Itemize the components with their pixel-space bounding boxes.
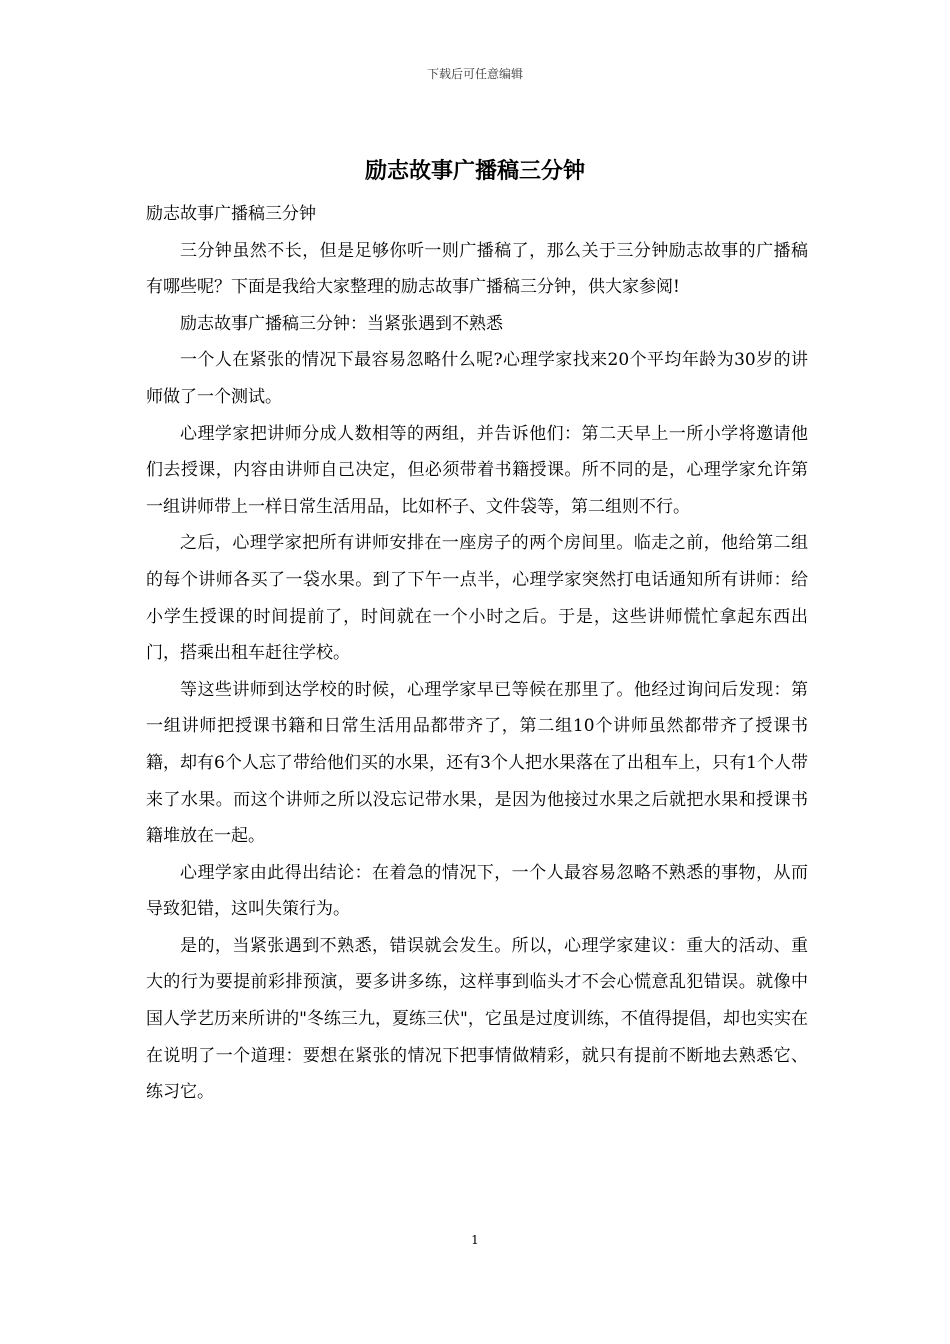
- paragraph: 一个人在紧张的情况下最容易忽略什么呢?心理学家找来20个平均年龄为30岁的讲师做了一个测试。: [146, 350, 808, 407]
- document-subtitle: 励志故事广播稿三分钟: [146, 204, 316, 224]
- paragraph-section-heading: 励志故事广播稿三分钟：当紧张遇到不熟悉: [180, 313, 503, 334]
- paragraph: 等这些讲师到达学校的时候，心理学家早已等候在那里了。他经过询问后发现：第一组讲师把授课书籍和日常生活用品都带齐了，第二组10个讲师虽然都带齐了授课书籍，却有6个人忘了带给他们买的水果，还有3个人把水果落在了出租车上，只有1个人带来了水果。而这个讲师之所以没忘记带水果，是因为他接过水果之后就把水果和授课书籍堆放在一起。: [146, 679, 808, 847]
- paragraph-intro: 三分钟虽然不长，但是足够你听一则广播稿了，那么关于三分钟励志故事的广播稿有哪些呢？下面是我给大家整理的励志故事广播稿三分钟，供大家参阅!: [146, 240, 808, 298]
- paragraph: 心理学家把讲师分成人数相等的两组，并告诉他们：第二天早上一所小学将邀请他们去授课，内容由讲师自己决定，但必须带着书籍授课。所不同的是，心理学家允许第一组讲师带上一样日常生活用品，比如杯子、文件袋等，第二组则不行。: [146, 423, 808, 517]
- page-number: 1: [471, 1233, 479, 1247]
- page-header-note: 下载后可任意编辑: [426, 67, 523, 81]
- document-title: 励志故事广播稿三分钟: [364, 158, 585, 184]
- paragraph: 之后，心理学家把所有讲师安排在一座房子的两个房间里。临走之前，他给第二组的每个讲师各买了一袋水果。到了下午一点半，心理学家突然打电话通知所有讲师：给小学生授课的时间提前了，时间就在一个小时之后。于是，这些讲师慌忙拿起东西出门，搭乘出租车赶往学校。: [146, 533, 808, 664]
- document-body: [146, 196, 808, 1111]
- paragraph: 是的，当紧张遇到不熟悉，错误就会发生。所以，心理学家建议：重大的活动、重大的行为要提前彩排预演，要多讲多练，这样事到临头才不会心慌意乱犯错误。就像中国人学艺历来所讲的"冬练三九，夏练三伏"，它虽是过度训练，不值得提倡，却也实实在在说明了一个道理：要想在紧张的情况下把事情做精彩，就只有提前不断地去熟悉它、练习它。: [146, 935, 808, 1103]
- paragraph: 心理学家由此得出结论：在着急的情况下，一个人最容易忽略不熟悉的事物，从而导致犯错，这叫失策行为。: [146, 862, 808, 920]
